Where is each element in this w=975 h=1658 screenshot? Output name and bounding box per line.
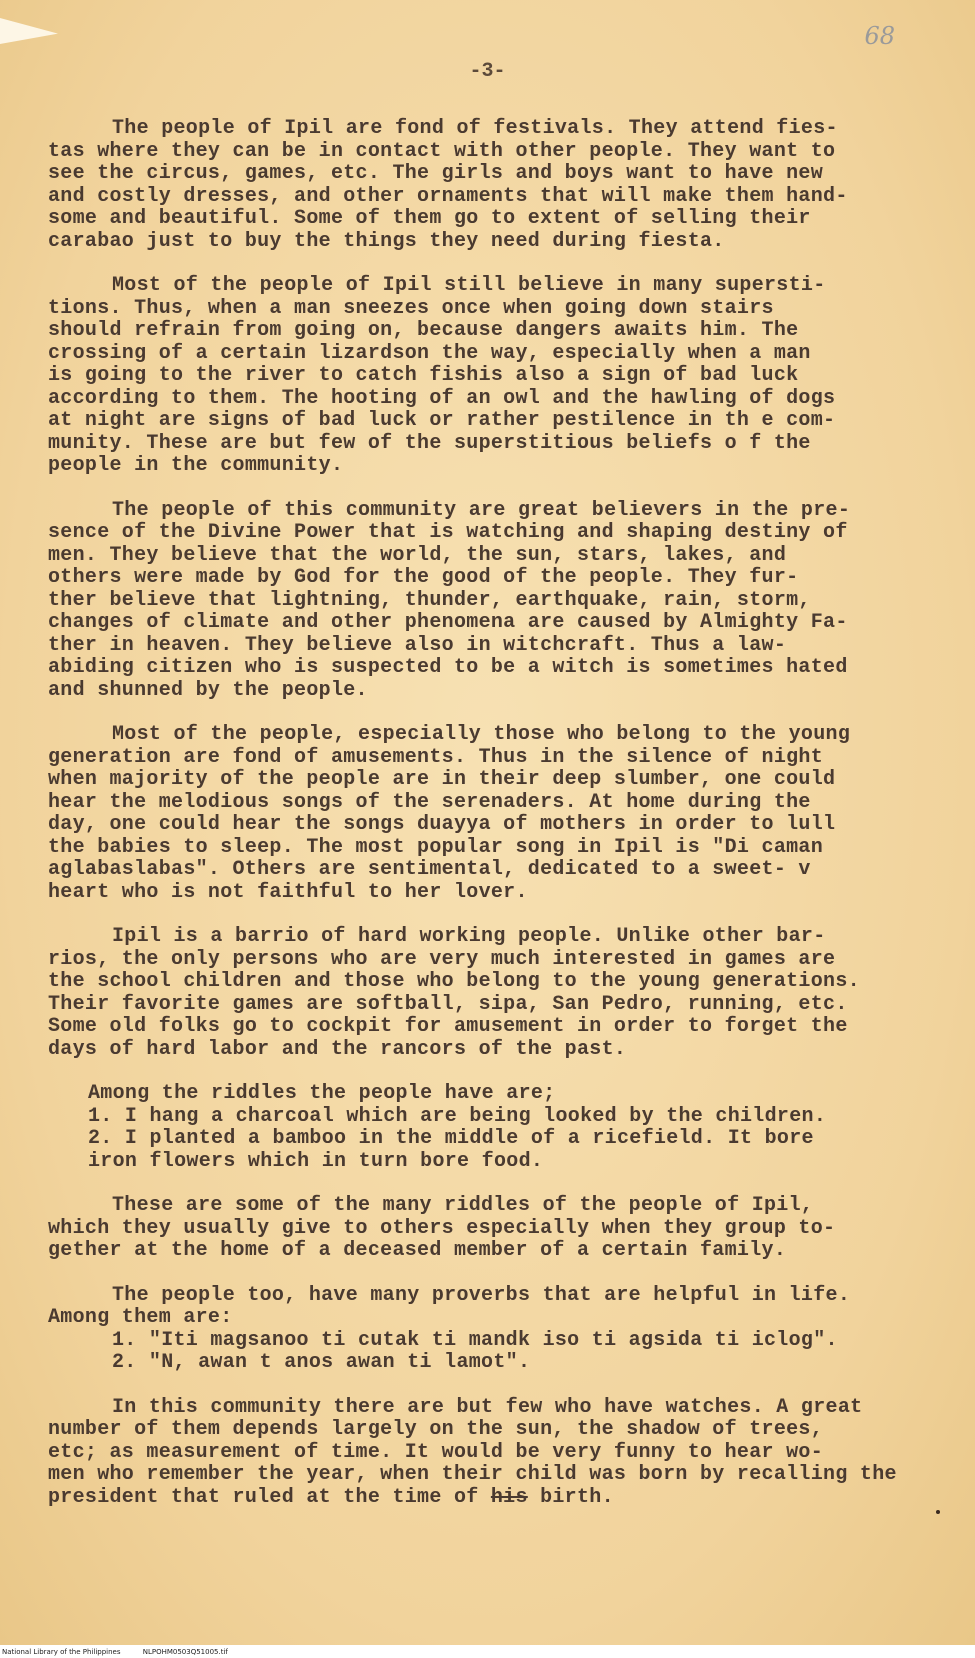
paragraph-festivals: The people of Ipil are fond of festivals. They attend fies- tas where they can be in contact with other people. They want to see the circus, games, etc. The girls and boys want to have new and costly dresses, and other ornaments that will make them hand- some and beautiful. Some of them go to extent of selling their carabao just to buy the things they need during fiesta. [48, 117, 848, 253]
document-body [48, 118, 928, 1531]
footer-library: National Library of the Philippines [2, 1648, 121, 1656]
paragraph-superstitions: Most of the people of Ipil still believe in many supersti- tions. Thus, when a man sneezes once when going down stairs should refrain from going on, because dangers awaits him. The crossing of a certain lizardson the way, especially when a man is going to the river to catch fishis also a sign of bad luck according to them. The hooting of an owl and the hawling of dogs at night are signs of bad luck or rather pestilence in th e com- munity. These are but few of the superstitious beliefs o f the people in the community. [48, 274, 836, 477]
paragraph-text: In this community there are but few who have watches. A great number of them depends largely on the sun, the shadow of trees, etc; as measurement of time. It would be very funny to hear wo- men who remember the year, when their child was born by recalling the president that ruled at the time of [48, 1395, 897, 1509]
list-item: 2. I planted a bamboo in the middle of a ricefield. It bore iron flowers which in turn bore food. [88, 1127, 814, 1173]
paragraph-time-measurement [48, 1397, 928, 1510]
handwritten-page-number: 68 [864, 22, 895, 50]
list-item: 2. "N, awan t anos awan ti lamot". [112, 1351, 531, 1374]
paragraph-beliefs: The people of this community are great believers in the pre- sence of the Divine Power that is watching and shaping destiny of men. They believe that the world, the sun, stars, lakes, and others were made by God for the good of the people. They fur- ther believe that lightning, thunder, earthquake, rain, storm, changes of climate and other phenomena are caused by Almighty Fa- ther in heaven. They believe also in witchcraft. Thus a law- abiding citizen who is suspected to be a witch is sometimes hated and shunned by the people. [48, 498, 851, 702]
proverbs-intro: The people too, have many proverbs that are helpful in life. Among them are: [48, 1283, 851, 1329]
riddles-intro: Among the riddles the people have are; [88, 1082, 556, 1105]
paragraph-amusements: Most of the people, especially those who belong to the young generation are fond of amusements. Thus in the silence of night when majority of the people are in their deep slumber, one could hear the melodious songs of the serenaders. At home during the day, one could hear the songs duayya of mothers in order to lull the babies to sleep. The most popular song in Ipil is "Di caman aglabaslabas". Others are sentimental, dedicated to a sweet- v heart who is not faithful to her lover. [48, 723, 851, 904]
scan-footer [0, 1646, 975, 1658]
list-item: 1. "Iti magsanoo ti cutak ti mandk iso ti agsida ti iclog". [112, 1328, 838, 1352]
riddles-section [48, 1083, 928, 1173]
paragraph-riddles-note: These are some of the many riddles of the people of Ipil, which they usually give to others especially when they group to- gether at the home of a deceased member of a certain family. [48, 1194, 836, 1262]
riddles-list [48, 1106, 928, 1174]
proverbs-list [48, 1330, 928, 1375]
list-item: 1. I hang a charcoal which are being looked by the children. [88, 1104, 827, 1128]
paragraph-end: birth. [527, 1485, 614, 1509]
proverbs-section [48, 1285, 928, 1375]
struck-word: his [490, 1485, 528, 1509]
footer-file-id: NLPOHM0503Q51005.tif [142, 1648, 228, 1656]
page-number: -3- [469, 60, 506, 83]
folded-corner [0, 18, 58, 44]
paper-spot [936, 1510, 940, 1514]
paragraph-games: Ipil is a barrio of hard working people. Unlike other bar- rios, the only persons who are very much interested in games are the school children and those who belong to the young generations. Their favorite games are softball, sipa, San Pedro, running, etc. Some old folks go to cockpit for amusement in order to forget the days of hard labor and the rancors of the past. [48, 925, 860, 1061]
